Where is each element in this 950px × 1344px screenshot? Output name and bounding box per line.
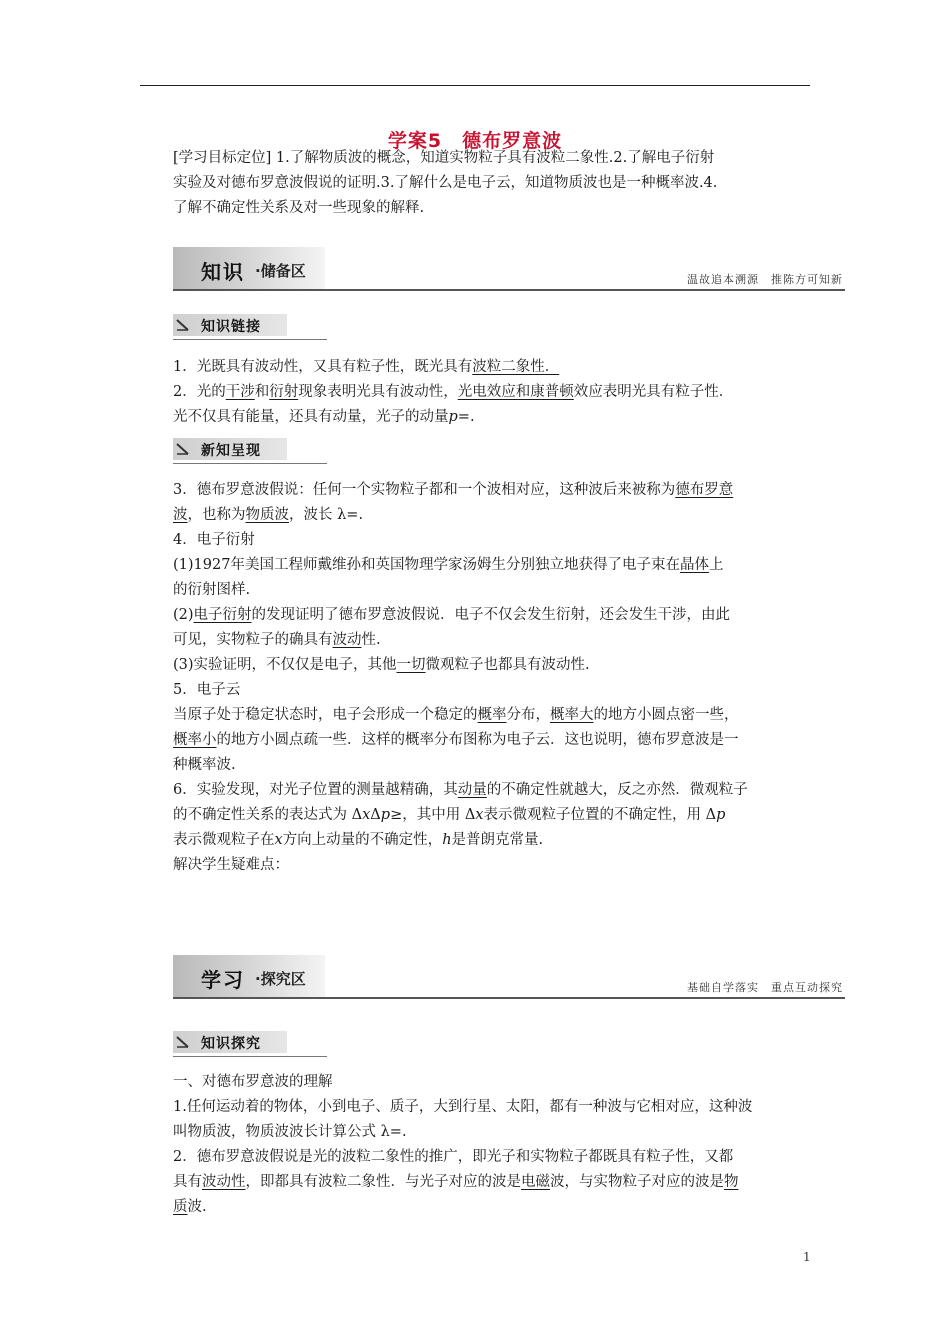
para-line: 5．电子云 [173,682,241,698]
banner-subtitle: ·探究区 [255,970,306,988]
para-line [173,503,813,528]
banner-motto: 温故追本溯源 推陈方可知新 [687,273,843,286]
para-line [173,628,813,653]
answer-blank: 衍射 [269,384,299,400]
banner-title: 学习 [201,968,245,992]
diagonal-slash-icon [176,443,189,455]
objectives-line: [学习目标定位] 1.了解物质波的概念，知道实物粒子具有波粒二象性.2.了解电子衍射 [173,150,715,166]
answer-blank: 光电效应和康普顿 [457,384,574,400]
text: (1)1927年美国工程师戴维孙和英国物理学家汤姆生分别独立地获得了电子束在 [173,557,680,573]
learning-objectives [173,146,813,221]
banner-title: 知识 [201,260,245,284]
text: 表示微观粒子位置的不确定性，用 Δ [483,807,717,823]
diagonal-slash-icon [176,1036,189,1048]
para-line: 种概率波. [173,757,236,773]
text: 1．光既具有波动性，又具有粒子性，既光具有 [173,359,473,375]
answer-blank: 概率 [477,707,507,723]
text: 当原子处于稳定状态时，电子会形成一个稳定的 [173,707,478,723]
banner-rule [173,997,845,999]
para-line [173,828,813,853]
section-banner-study [173,955,845,999]
variable: p [448,409,458,425]
text: ≥，其中用 Δ [390,807,476,823]
link-line-3 [173,405,813,430]
text: (2) [173,607,194,623]
answer-blank: 一切 [396,657,426,673]
text: 光不仅具有能量，还具有动量，光子的动量 [173,409,449,425]
new-knowledge-text [173,478,813,878]
answer-blank: 德布罗意 [675,482,734,498]
para-line [173,653,813,678]
text: 的不确定性关系的表达式为 Δ [173,807,363,823]
para-line: 4．电子衍射 [173,532,255,548]
text: 是普朗克常量. [451,832,544,848]
subheading-label: 知识链接 [201,319,261,335]
variable: x [274,832,283,848]
para-line [173,728,813,753]
text: ，也称为 [187,507,246,523]
para-line [173,703,813,728]
text: 分布， [506,707,550,723]
text: 6．实验发现，对光子位置的测量越精确，其 [173,782,458,798]
text: Δ [370,807,381,823]
variable: p [716,807,726,823]
text: =. [457,409,475,425]
para-line [173,603,813,628]
text: 现象表明光具有波动性， [298,384,458,400]
text: 性. [361,632,381,648]
text: 具有 [173,1174,202,1190]
para-line [173,778,813,803]
answer-blank: 电子衍射 [193,607,252,623]
text: 波. [187,1199,207,1215]
text: 上 [708,557,724,573]
text: 波，与实物粒子对应的波是 [550,1174,724,1190]
para-line [173,1195,813,1220]
para-line [173,1170,813,1195]
answer-blank: 干涉 [225,384,255,400]
banner-subtitle: ·储备区 [255,262,306,280]
link-line-1 [173,355,813,380]
answer-blank: 物 [724,1174,739,1190]
text: 方向上动量的不确定性， [282,832,443,848]
para-line: 2．德布罗意波假说是光的波粒二象性的推广，即光子和实物粒子都既具有粒子性，又都 [173,1149,734,1165]
answer-blank: 电磁 [521,1174,550,1190]
banner-motto: 基础自学落实 重点互动探究 [687,981,843,994]
section-banner-knowledge [173,247,845,291]
text: 的地方小圆点密一些， [593,707,739,723]
text: 的地方小圆点疏一些．这样的概率分布图称为电子云．这也说明，德布罗意波是一 [216,732,739,748]
subheading-knowledge-link [173,314,327,340]
answer-blank: 物质波 [245,507,289,523]
knowledge-link-text [173,355,813,430]
header-rule [140,85,810,86]
subheading-label: 知识探究 [201,1036,261,1052]
text: 表示微观粒子在 [173,832,275,848]
answer-blank: 波粒二象性． [472,359,560,375]
para-line: 解决学生疑难点： [173,857,289,873]
objectives-line: 实验及对德布罗意波假说的证明.3.了解什么是电子云，知道物质波也是一种概率波.4. [173,175,718,191]
text: 的不确定性就越大，反之亦然．微观粒子 [486,782,748,798]
variable: x [475,807,484,823]
para-line: 一、对德布罗意波的理解 [173,1074,333,1090]
variable: p [380,807,391,823]
page-title: 学案5 德布罗意波 [387,130,563,152]
para-line: 叫物质波，物质波波长计算公式 λ=. [173,1124,407,1140]
text: (3)实验证明，不仅仅是电子，其他 [173,657,397,673]
para-line [173,478,813,503]
answer-blank: 动量 [457,782,487,798]
answer-blank: 概率小 [173,732,217,748]
para-line [173,803,813,828]
variable: h [442,832,452,848]
answer-blank: 波动性 [202,1174,246,1190]
text: 的发现证明了德布罗意波假说．电子不仅会发生衍射，还会发生干涉，由此 [251,607,731,623]
answer-blank: 晶体 [679,557,709,573]
banner-rule [173,289,845,291]
para-line [173,553,813,578]
subheading-label: 新知呈现 [201,443,261,459]
objectives-line: 了解不确定性关系及对一些现象的解释. [173,200,425,216]
answer-blank: 波 [173,507,188,523]
answer-blank: 质 [173,1199,188,1215]
text: 3．德布罗意波假说：任何一个实物粒子都和一个波相对应，这种波后来被称为 [173,482,676,498]
text: 可见，实物粒子的确具有 [173,632,333,648]
text: ，波长 λ=. [289,507,364,523]
diagonal-slash-icon [176,319,189,331]
subheading-knowledge-explore [173,1031,327,1057]
page-number: 1 [803,1250,811,1264]
text: 2．光的 [173,384,226,400]
answer-blank: 概率大 [550,707,594,723]
subheading-new-knowledge [173,438,327,464]
variable: x [362,807,371,823]
para-line: 的衍射图样. [173,582,251,598]
text: 效应表明光具有粒子性． [573,384,734,400]
text: 微观粒子也都具有波动性. [425,657,590,673]
text: ，即都具有波粒二象性．与光子对应的波是 [245,1174,521,1190]
para-line: 1.任何运动着的物体，小到电子、质子，大到行星、太阳，都有一种波与它相对应，这种波 [173,1099,753,1115]
answer-blank: 波动 [332,632,362,648]
explore-text [173,1070,813,1220]
text: 和 [254,384,270,400]
link-line-2 [173,380,813,405]
